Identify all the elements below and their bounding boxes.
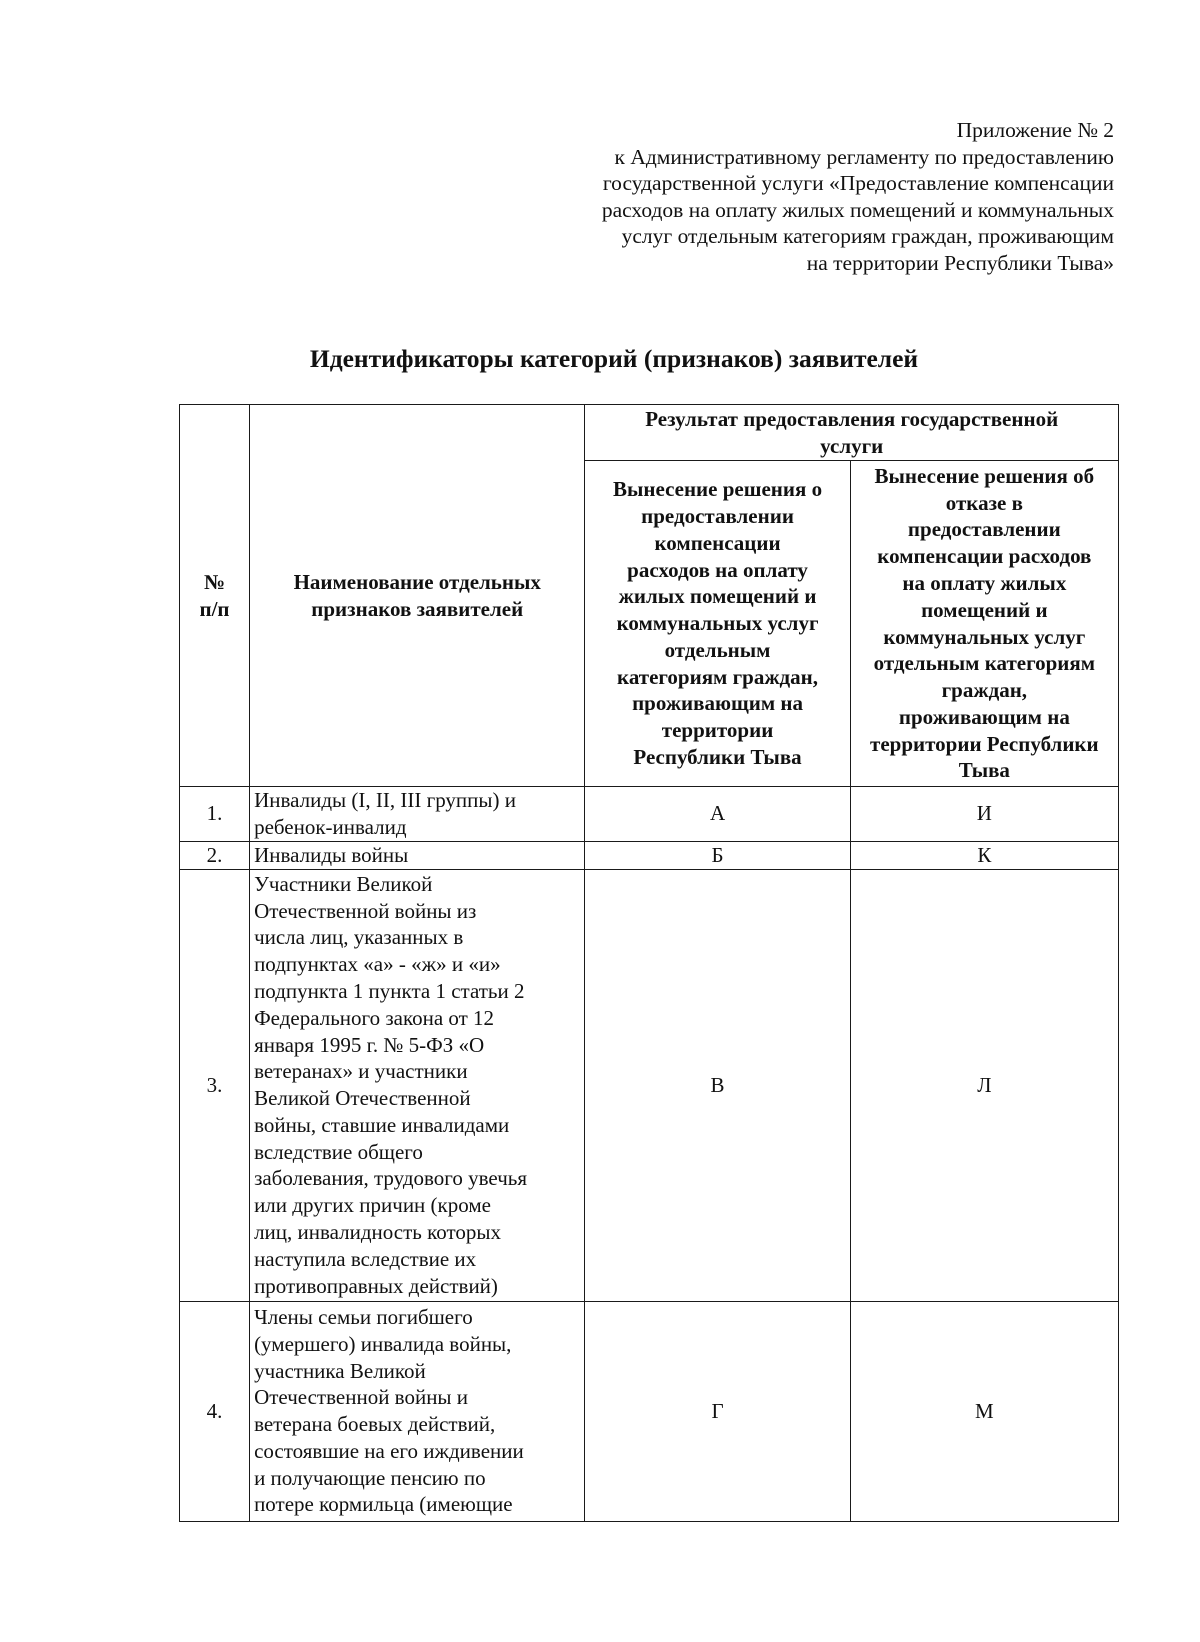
row-number: 4. xyxy=(180,1301,250,1521)
header-result-group: Результат предоставления государственной услуги xyxy=(585,405,1119,461)
header-name: Наименование отдельных признаков заявителей xyxy=(250,405,585,787)
appendix-line: расходов на оплату жилых помещений и коммунальных xyxy=(601,197,1114,222)
header-number: № п/п xyxy=(180,405,250,787)
identifiers-table xyxy=(179,404,1119,1522)
table-row xyxy=(180,787,1119,842)
appendix-line: Приложение № 2 xyxy=(956,118,1114,142)
row-grant-code: А xyxy=(585,787,850,842)
row-grant-code: В xyxy=(585,869,850,1301)
appendix-header xyxy=(474,117,1114,276)
header-grant-decision: Вынесение решения о предоставлении компенсации расходов на оплату жилых помещений и коммунальных услуг отдельным категориям граждан, проживающим на территории Республики Тыва xyxy=(585,461,850,787)
row-refuse-code: М xyxy=(850,1301,1118,1521)
table-row xyxy=(180,841,1119,869)
row-refuse-code: К xyxy=(850,841,1118,869)
row-category-name: Инвалиды войны xyxy=(250,841,585,869)
row-number: 1. xyxy=(180,787,250,842)
appendix-line: государственной услуги «Предоставление компенсации xyxy=(602,171,1114,195)
row-refuse-code: Л xyxy=(850,869,1118,1301)
header-refuse-decision: Вынесение решения об отказе в предоставлении компенсации расходов на оплату жилых помещений и коммунальных услуг отдельным категориям граждан, проживающим на территории Республики Тыва xyxy=(850,461,1118,787)
table-row xyxy=(180,1301,1119,1521)
appendix-line: услуг отдельным категориям граждан, проживающим xyxy=(621,224,1114,248)
table-row xyxy=(180,869,1119,1301)
row-number: 3. xyxy=(180,869,250,1301)
document-title: Идентификаторы категорий (признаков) заявителей xyxy=(309,344,919,373)
row-grant-code: Г xyxy=(585,1301,850,1521)
row-category-name: Члены семьи погибшего (умершего) инвалида войны, участника Великой Отечественной войны и ветерана боевых действий, состоявшие на его иждивении и получающие пенсию по потере кормильца (имеющие xyxy=(250,1301,585,1521)
row-number: 2. xyxy=(180,841,250,869)
appendix-line: к Административному регламенту по предоставлению xyxy=(614,144,1114,169)
row-category-name: Участники Великой Отечественной войны из числа лиц, указанных в подпунктах «а» - «ж» и «и» подпункта 1 пункта 1 статьи 2 Федерального закона от 12 января 1995 г. № 5-ФЗ «О ветеранах» и участники Великой Отечественной войны, ставшие инвалидами вследствие общего заболевания, трудового увечья или других причин (кроме лиц, инвалидность которых наступила вследствие их противоправных действий) xyxy=(250,869,585,1301)
row-category-name: Инвалиды (I, II, III группы) и ребенок-инвалид xyxy=(250,787,585,842)
row-grant-code: Б xyxy=(585,841,850,869)
appendix-line: на территории Республики Тыва» xyxy=(806,250,1114,275)
row-refuse-code: И xyxy=(850,787,1118,842)
